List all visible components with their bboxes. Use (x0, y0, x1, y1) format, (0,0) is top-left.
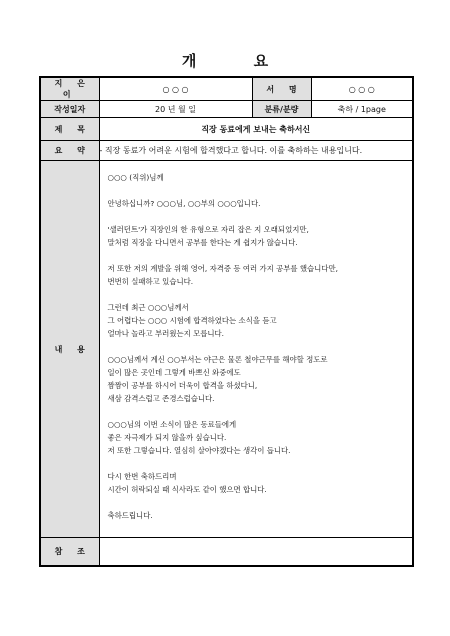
letter-paragraph (108, 301, 405, 340)
author-label: 지 은 이 (40, 77, 99, 101)
letter-line: '샐러던트'가 직장인의 한 유형으로 자리 잡은 지 오래되었지만, (107, 225, 309, 234)
letter-line: 시간이 허락되실 때 식사라도 같이 했으면 합니다. (107, 485, 267, 494)
letter-line: ○○○ (직위)님께 (107, 173, 164, 182)
letter-line: 좋은 자극제가 되지 않을까 싶습니다. (107, 433, 227, 442)
letter-line: 얼마나 놀라고 부러웠는지 모릅니다. (107, 329, 224, 338)
letter-paragraph (108, 470, 405, 496)
category-label: 분류/분량 (252, 101, 311, 118)
letter-line: 축하드립니다. (107, 511, 153, 520)
signature-label: 서 명 (252, 77, 311, 101)
letter-line: 저 또한 저의 계발을 위해 영어, 자격증 등 여러 가지 공부를 했습니다만, (107, 264, 338, 273)
summary-label: 요 약 (40, 141, 99, 161)
letter-line: 다시 한번 축하드리며 (107, 472, 177, 481)
letter-line: 저 또한 그렇습니다. 열심히 살아야겠다는 생각이 듭니다. (107, 446, 291, 455)
letter-paragraph (108, 509, 405, 522)
letter-line: 그 어렵다는 ○○○ 시험에 합격하였다는 소식을 듣고 (107, 316, 277, 325)
letter-paragraph (108, 353, 405, 405)
content-body (99, 161, 413, 538)
subject-value: 직장 동료에게 보내는 축하서신 (99, 118, 413, 141)
reference-label: 참 조 (40, 538, 99, 566)
date-value: 20 년 월 일 (99, 101, 252, 118)
letter-line: ○○○님의 이번 소식이 많은 동료들에게 (107, 420, 237, 429)
letter-line: 말처럼 직장을 다니면서 공부를 한다는 게 쉽지가 않습니다. (107, 238, 298, 247)
summary-value: - 직장 동료가 어려운 시험에 합격했다고 합니다. 이를 축하하는 내용입니다. (99, 141, 413, 161)
date-label: 작성일자 (40, 101, 99, 118)
reference-value (99, 538, 413, 566)
letter-paragraph (108, 197, 405, 210)
letter-line: 번번히 실패하고 있습니다. (107, 277, 194, 286)
document-title: 개 요 (181, 52, 295, 70)
subject-label: 제 목 (40, 118, 99, 141)
letter-paragraph (108, 171, 405, 184)
letter-paragraph (108, 418, 405, 457)
overview-form (39, 76, 414, 567)
letter-line: 일이 많은 곳인데 그렇게 바쁘신 와중에도 (107, 368, 241, 377)
letter-text (108, 171, 405, 522)
letter-line: 그런데 최근 ○○○님께서 (107, 303, 189, 312)
letter-line: 안녕하십니까? ○○○님, ○○부의 ○○○입니다. (107, 199, 261, 208)
letter-paragraph (108, 262, 405, 288)
signature-value: ○ ○ ○ (311, 77, 413, 101)
author-value: ○ ○ ○ (99, 77, 252, 101)
content-label: 내 용 (40, 161, 99, 538)
letter-line: 짬짬이 공부를 하시어 더욱이 합격을 하셨다니, (107, 381, 258, 390)
letter-paragraph (108, 223, 405, 249)
category-value: 축하 / 1page (311, 101, 413, 118)
letter-line: 새삼 감격스럽고 존경스럽습니다. (107, 394, 215, 403)
letter-line: ○○○님께서 계신 ○○부서는 야근은 물론 철야근무를 해야할 정도로 (107, 355, 328, 364)
